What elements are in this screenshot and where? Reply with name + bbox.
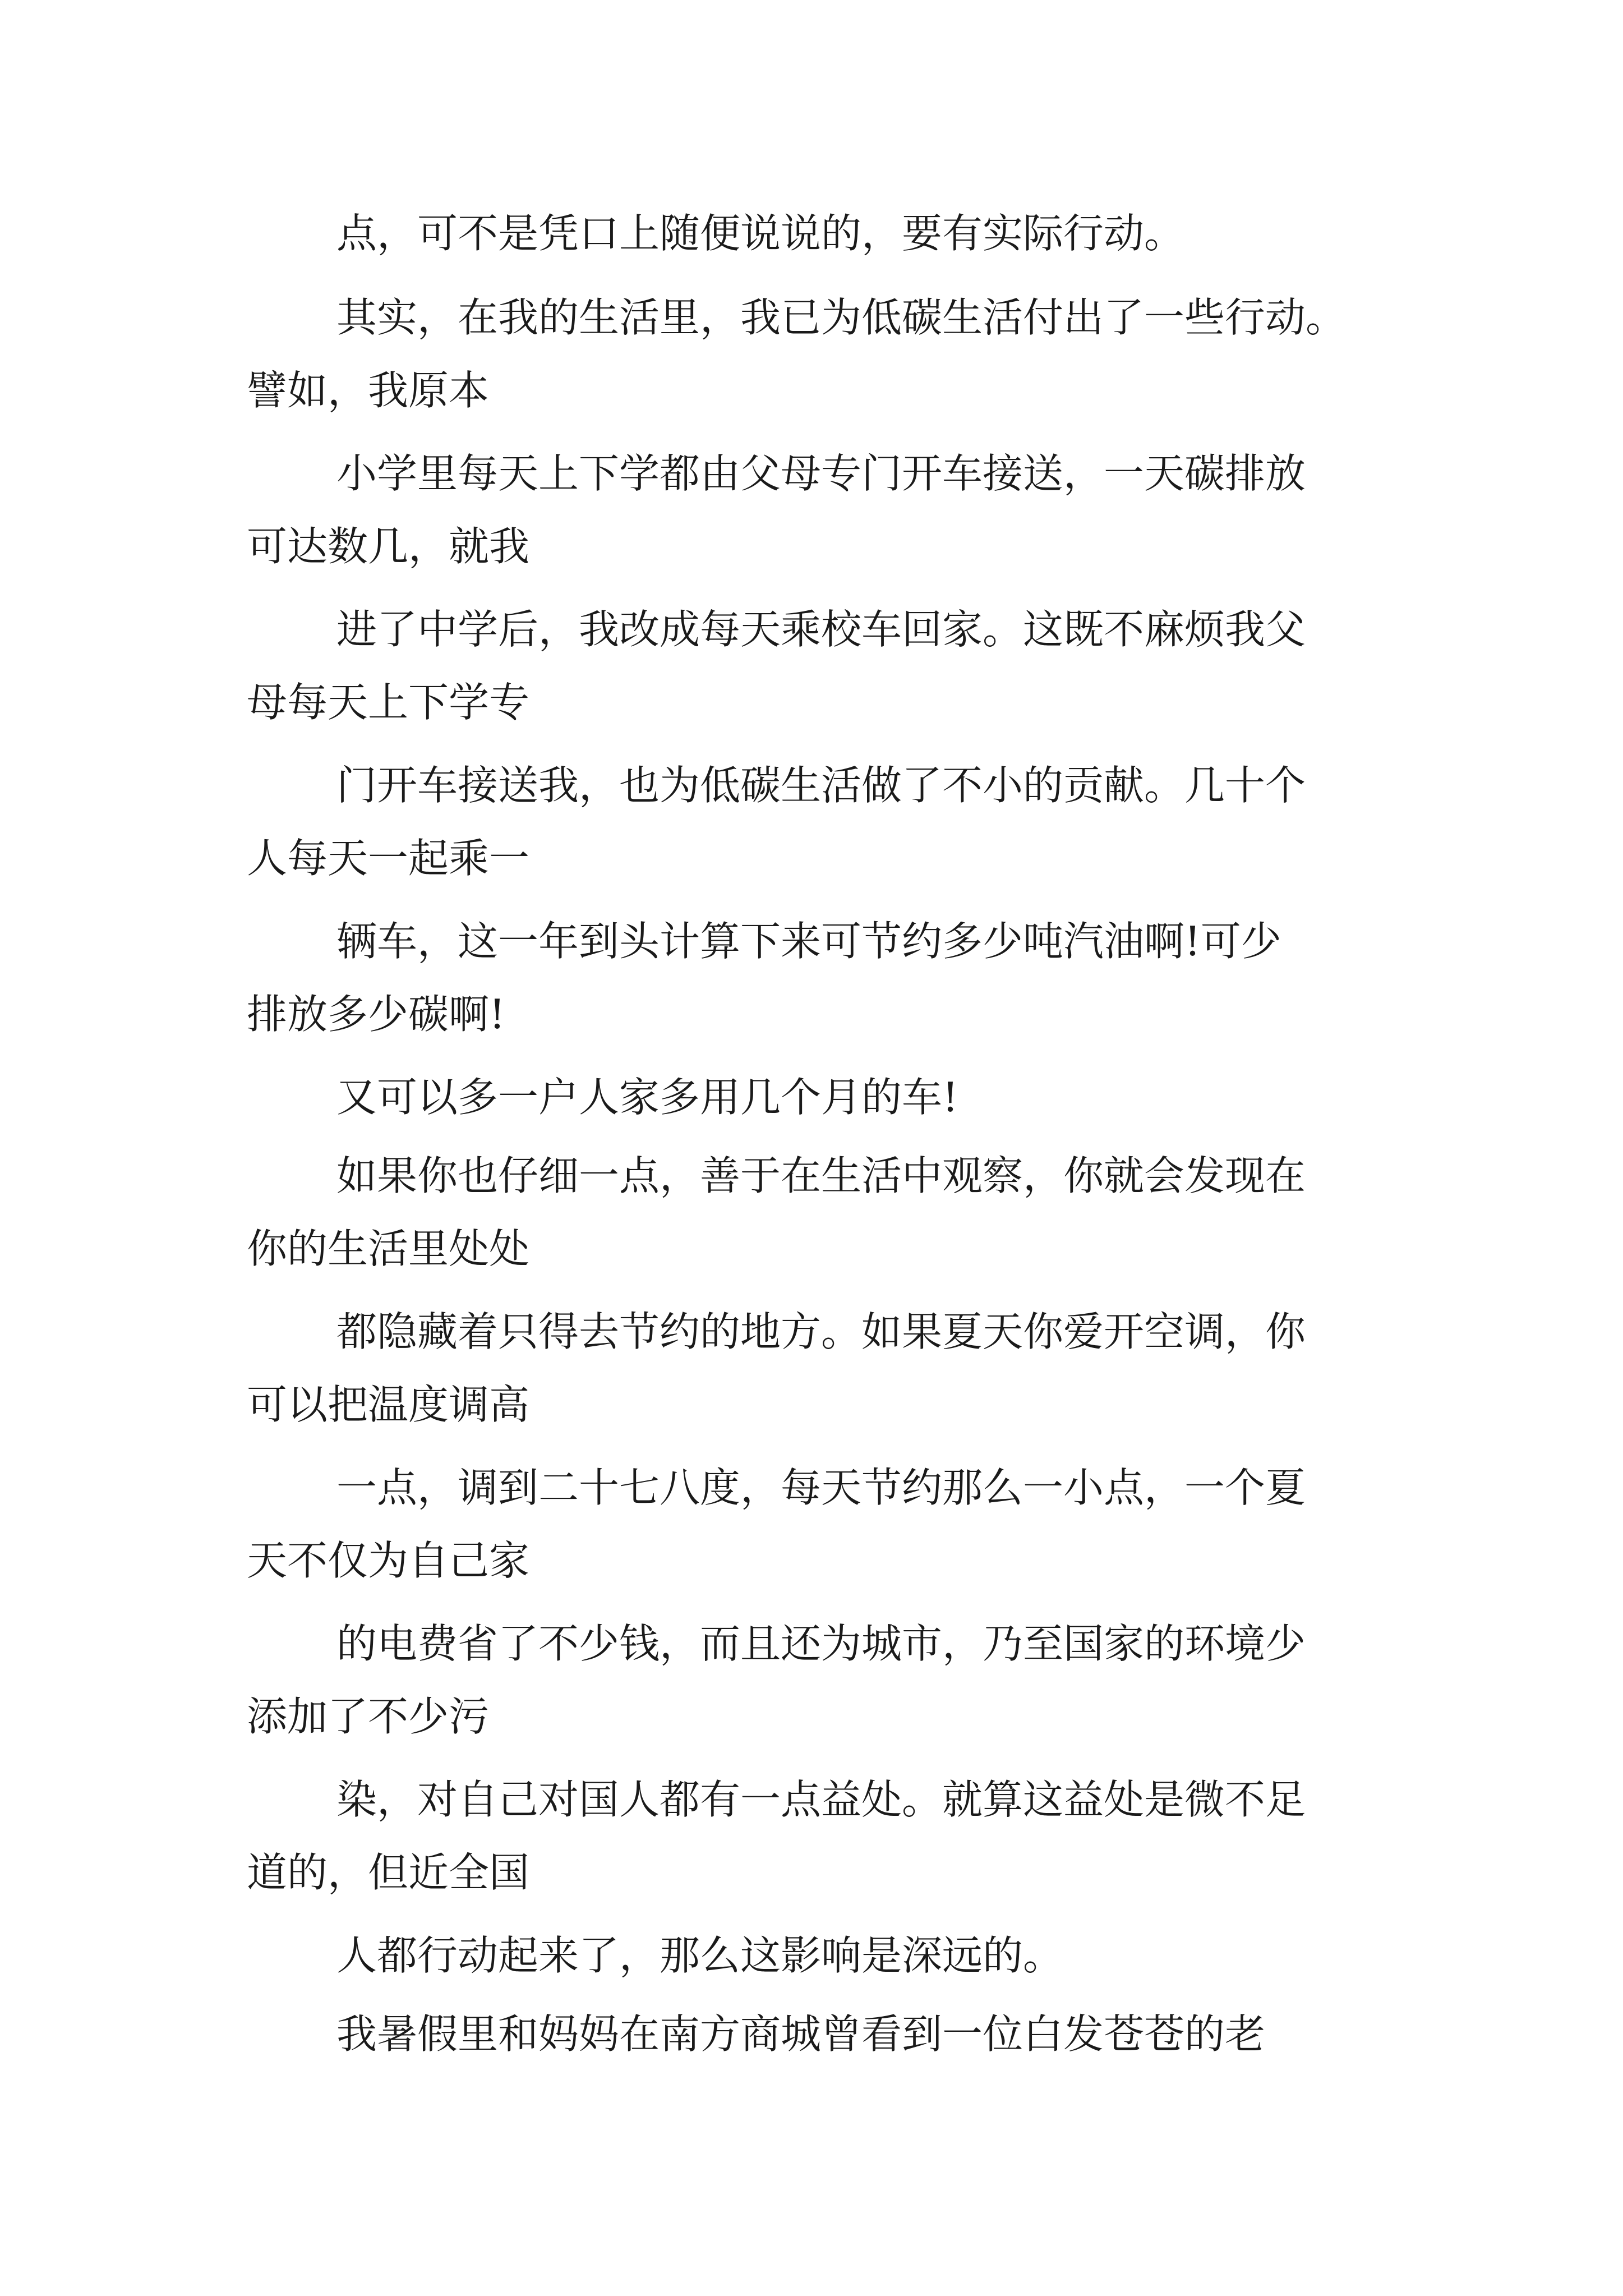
text-line: 如果你也仔细一点，善于在生活中观察，你就会发现在 xyxy=(336,1152,1306,1199)
text-line: 又可以多一户人家多用几个月的车! xyxy=(336,1074,958,1121)
text-line: 可达数几，就我 xyxy=(247,523,530,570)
text-line: 的电费省了不少钱，而且还为城市，乃至国家的环境少 xyxy=(336,1620,1306,1667)
text-line: 点，可不是凭口上随便说说的，要有实际行动。 xyxy=(336,210,1185,257)
text-line: 添加了不少污 xyxy=(247,1693,490,1740)
text-line: 人每天一起乘一 xyxy=(247,835,530,882)
text-line: 天不仅为自己家 xyxy=(247,1537,530,1584)
text-line: 人都行动起来了，那么这影响是深远的。 xyxy=(336,1932,1064,1979)
text-line: 你的生活里处处 xyxy=(247,1225,530,1272)
text-line: 门开车接送我，也为低碳生活做了不小的贡献。几十个 xyxy=(336,762,1306,809)
text-line: 都隐藏着只得去节约的地方。如果夏天你爱开空调，你 xyxy=(336,1308,1306,1355)
text-line: 辆车，这一年到头计算下来可节约多少吨汽油啊!可少 xyxy=(336,918,1281,965)
text-line: 染，对自己对国人都有一点益处。就算这益处是微不足 xyxy=(336,1776,1306,1823)
text-line: 排放多少碳啊! xyxy=(247,991,505,1038)
text-line: 进了中学后，我改成每天乘校车回家。这既不麻烦我父 xyxy=(336,606,1306,653)
text-line: 譬如，我原本 xyxy=(247,367,490,414)
text-line: 道的，但近全国 xyxy=(247,1849,530,1896)
text-line: 小学里每天上下学都由父母专门开车接送，一天碳排放 xyxy=(336,450,1306,497)
text-line: 母每天上下学专 xyxy=(247,679,530,726)
text-line: 其实，在我的生活里，我已为低碳生活付出了一些行动。 xyxy=(336,294,1347,341)
text-line: 可以把温度调高 xyxy=(247,1381,530,1428)
text-line: 一点，调到二十七八度，每天节约那么一小点，一个夏 xyxy=(336,1464,1306,1511)
text-line: 我暑假里和妈妈在南方商城曾看到一位白发苍苍的老 xyxy=(336,2010,1266,2058)
